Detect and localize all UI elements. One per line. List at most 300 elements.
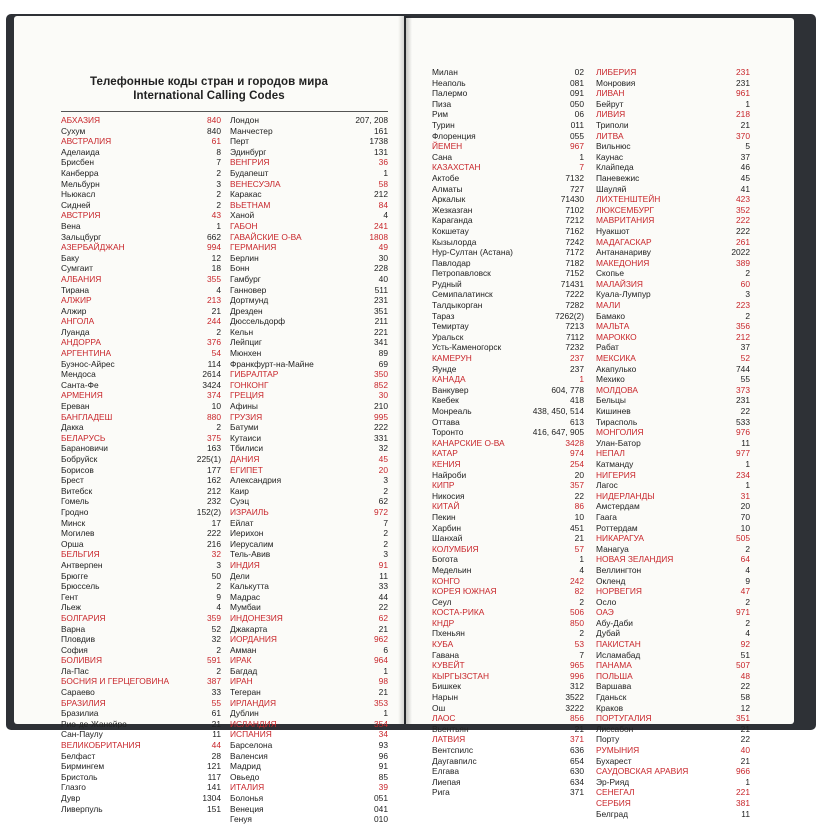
- city-name: Рудный: [432, 278, 462, 289]
- city-name: Пловдив: [61, 634, 96, 645]
- calling-code: 21: [378, 687, 388, 698]
- city-name: Барселона: [230, 740, 273, 751]
- calling-code: 962: [374, 634, 388, 645]
- country-name: КОРЕЯ ЮЖНАЯ: [432, 586, 497, 597]
- country-entry: [596, 533, 750, 544]
- calling-code: 98: [378, 676, 388, 687]
- city-name: Тель-Авив: [230, 549, 271, 560]
- calling-code: 121: [207, 761, 221, 772]
- city-entry: [61, 804, 221, 815]
- calling-code: 2: [745, 596, 750, 607]
- city-entry: [230, 210, 388, 221]
- city-entry: [432, 427, 584, 438]
- city-entry: [432, 300, 584, 311]
- calling-code: 3: [216, 178, 221, 189]
- city-entry: [432, 152, 584, 163]
- country-name: МАКЕДОНИЯ: [596, 257, 650, 268]
- calling-code: 21: [378, 623, 388, 634]
- country-entry: [596, 279, 750, 290]
- calling-code: 371: [570, 734, 584, 745]
- city-name: Будапешт: [230, 167, 269, 178]
- city-entry: [230, 592, 388, 603]
- city-entry: [230, 401, 388, 412]
- city-entry: [432, 268, 584, 279]
- code-column-4: [596, 67, 750, 819]
- country-entry: [230, 157, 388, 168]
- country-entry: [61, 242, 221, 253]
- city-name: Дели: [230, 570, 250, 581]
- country-name: КОЛУМБИЯ: [432, 543, 479, 554]
- country-entry: [596, 766, 750, 777]
- city-entry: [432, 681, 584, 692]
- country-entry: [596, 258, 750, 269]
- calling-code: 7182: [565, 257, 584, 268]
- calling-code: 972: [374, 506, 388, 517]
- country-entry: [596, 67, 750, 78]
- country-name: ИНДОНЕЗИЯ: [230, 612, 283, 623]
- city-entry: [230, 327, 388, 338]
- calling-code: 2: [579, 628, 584, 639]
- city-name: Каунас: [596, 151, 624, 162]
- calling-code: 081: [570, 77, 584, 88]
- calling-code: 4: [745, 628, 750, 639]
- country-entry: [61, 210, 221, 221]
- city-name: Брест: [61, 475, 84, 486]
- calling-code: 840: [207, 115, 221, 125]
- calling-code: 416, 647, 905: [532, 427, 584, 438]
- city-name: Ош: [432, 702, 446, 713]
- calling-code: 7162: [565, 225, 584, 236]
- calling-code: 231: [736, 67, 750, 77]
- calling-code: 237: [570, 363, 584, 374]
- calling-code: 221: [736, 787, 750, 798]
- country-name: ИЗРАИЛЬ: [230, 506, 269, 517]
- calling-code: 141: [207, 782, 221, 793]
- calling-code: 7152: [565, 268, 584, 279]
- city-entry: [596, 141, 750, 152]
- city-name: Александрия: [230, 475, 282, 486]
- city-name: Франкфурт-на-Майне: [230, 358, 314, 369]
- calling-code: 050: [570, 98, 584, 109]
- city-entry: [230, 539, 388, 550]
- calling-code: 21: [574, 723, 584, 734]
- city-name: Дублин: [230, 708, 259, 719]
- city-entry: [432, 597, 584, 608]
- city-entry: [230, 115, 388, 126]
- city-entry: [230, 624, 388, 635]
- calling-code: 357: [570, 480, 584, 491]
- city-entry: [61, 263, 221, 274]
- city-entry: [230, 496, 388, 507]
- city-entry: [61, 179, 221, 190]
- calling-code: 341: [374, 337, 388, 348]
- country-entry: [596, 491, 750, 502]
- calling-code: 3: [216, 559, 221, 570]
- calling-code: 352: [736, 204, 750, 215]
- city-entry: [61, 200, 221, 211]
- calling-code: 7213: [565, 321, 584, 332]
- country-entry: [230, 221, 388, 232]
- city-entry: [596, 565, 750, 576]
- country-entry: [230, 698, 388, 709]
- city-name: Талдыкорган: [432, 300, 483, 311]
- calling-code: 45: [378, 454, 388, 464]
- calling-code: 02: [574, 67, 584, 77]
- calling-code: 222: [207, 528, 221, 539]
- calling-code: 511: [374, 284, 388, 295]
- city-name: Рим: [432, 109, 449, 120]
- city-entry: [61, 369, 221, 380]
- city-name: Сана: [432, 151, 453, 162]
- country-entry: [596, 109, 750, 120]
- country-entry: [230, 507, 388, 518]
- calling-code: 43: [211, 210, 221, 221]
- city-name: Овьедо: [230, 771, 260, 782]
- calling-code: 232: [207, 496, 221, 507]
- calling-code: 55: [740, 374, 750, 385]
- city-name: Лейпциг: [230, 337, 262, 348]
- calling-code: 44: [378, 591, 388, 602]
- city-entry: [596, 480, 750, 491]
- country-entry: [596, 607, 750, 618]
- calling-code: 351: [736, 713, 750, 724]
- city-name: Гомель: [61, 496, 90, 507]
- country-entry: [230, 179, 388, 190]
- calling-code: 152(2): [196, 506, 221, 517]
- country-name: КИТАЙ: [432, 501, 460, 512]
- calling-code: 231: [374, 295, 388, 306]
- country-name: ИРАК: [230, 655, 252, 666]
- calling-code: 2: [745, 617, 750, 628]
- right-page: [406, 18, 794, 819]
- calling-code: 212: [736, 331, 750, 342]
- city-entry: [230, 518, 388, 529]
- calling-code: 533: [736, 416, 750, 427]
- calling-code: 7232: [565, 342, 584, 353]
- country-entry: [230, 369, 388, 380]
- city-entry: [596, 777, 750, 788]
- country-name: СЕРБИЯ: [596, 797, 631, 808]
- country-entry: [596, 554, 750, 565]
- city-entry: [432, 395, 584, 406]
- calling-code: 86: [574, 501, 584, 512]
- country-name: КАНАДА: [432, 374, 466, 385]
- country-name: БАНГЛАДЕШ: [61, 411, 113, 422]
- city-name: Тирасполь: [596, 416, 638, 427]
- country-entry: [61, 655, 221, 666]
- city-name: Дувр: [61, 793, 81, 803]
- country-name: МАДАГАСКАР: [596, 236, 652, 247]
- city-entry: [596, 289, 750, 300]
- city-entry: [596, 162, 750, 173]
- calling-code: 62: [378, 612, 388, 623]
- city-entry: [432, 184, 584, 195]
- calling-code: 840: [207, 125, 221, 136]
- calling-code: 2: [216, 189, 221, 200]
- calling-code: 055: [570, 130, 584, 141]
- city-name: Багдад: [230, 665, 258, 676]
- city-entry: [432, 470, 584, 481]
- calling-code: 374: [207, 390, 221, 401]
- calling-code: 211: [374, 316, 388, 327]
- calling-code: 261: [736, 236, 750, 247]
- city-entry: [230, 793, 388, 804]
- city-entry: [230, 645, 388, 656]
- country-entry: [432, 618, 584, 629]
- calling-code: 355: [207, 273, 221, 284]
- calling-code: 507: [736, 660, 750, 671]
- calling-code: 996: [570, 670, 584, 681]
- city-entry: [230, 422, 388, 433]
- city-name: Алжир: [61, 305, 87, 316]
- calling-code: 32: [211, 549, 221, 560]
- city-entry: [230, 602, 388, 613]
- country-entry: [61, 337, 221, 348]
- city-entry: [61, 327, 221, 338]
- city-name: Витебск: [61, 485, 93, 496]
- city-name: Вена: [61, 220, 81, 231]
- city-name: Аркалык: [432, 194, 466, 205]
- city-entry: [230, 168, 388, 179]
- city-entry: [432, 787, 584, 798]
- city-entry: [432, 332, 584, 343]
- city-entry: [596, 523, 750, 534]
- country-name: КУВЕЙТ: [432, 660, 465, 671]
- calling-code: 091: [570, 88, 584, 99]
- city-name: Аделаида: [61, 146, 100, 157]
- country-name: ЛЮКСЕМБУРГ: [596, 204, 655, 215]
- country-entry: [230, 676, 388, 687]
- calling-code: 58: [740, 692, 750, 703]
- calling-code: 11: [741, 437, 750, 448]
- country-entry: [432, 671, 584, 682]
- calling-code: 91: [378, 761, 388, 772]
- country-name: ЕГИПЕТ: [230, 464, 263, 475]
- city-name: Дрезден: [230, 305, 263, 316]
- country-entry: [596, 237, 750, 248]
- country-name: СЕНЕГАЛ: [596, 787, 635, 798]
- calling-code: 1: [745, 776, 750, 787]
- city-name: София: [61, 644, 88, 655]
- city-name: Бристоль: [61, 771, 98, 782]
- city-name: Луанда: [61, 326, 90, 337]
- city-entry: [230, 274, 388, 285]
- city-entry: [61, 729, 221, 740]
- country-name: ЛИВИЯ: [596, 109, 626, 120]
- city-entry: [596, 406, 750, 417]
- country-entry: [596, 470, 750, 481]
- city-name: Дюссельдорф: [230, 316, 286, 327]
- city-entry: [61, 687, 221, 698]
- city-name: Клайпеда: [596, 162, 634, 173]
- calling-code: 7282: [565, 300, 584, 311]
- country-name: АЛБАНИЯ: [61, 273, 102, 284]
- country-name: АРГЕНТИНА: [61, 348, 112, 359]
- country-entry: [432, 374, 584, 385]
- city-entry: [596, 268, 750, 279]
- city-name: Вьентьян: [432, 723, 469, 734]
- city-name: Брисбен: [61, 157, 95, 168]
- city-name: Калькутта: [230, 581, 269, 592]
- calling-code: 62: [378, 496, 388, 507]
- calling-code: 967: [570, 141, 584, 152]
- city-entry: [230, 359, 388, 370]
- calling-code: 356: [736, 321, 750, 332]
- calling-code: 221: [374, 326, 388, 337]
- calling-code: 630: [570, 766, 584, 777]
- country-name: АРМЕНИЯ: [61, 390, 103, 401]
- calling-code: 850: [570, 617, 584, 628]
- city-name: Бонн: [230, 263, 250, 274]
- city-entry: [432, 554, 584, 565]
- country-name: ИОРДАНИЯ: [230, 634, 277, 645]
- country-entry: [230, 465, 388, 476]
- calling-code: 58: [378, 178, 388, 189]
- city-entry: [432, 194, 584, 205]
- calling-code: 36: [378, 157, 388, 168]
- calling-code: 359: [207, 612, 221, 623]
- country-entry: [61, 316, 221, 327]
- calling-code: 3428: [565, 437, 584, 448]
- country-name: ЙЕМЕН: [432, 141, 463, 152]
- country-entry: [61, 390, 221, 401]
- country-entry: [230, 634, 388, 645]
- city-name: Осло: [596, 596, 617, 607]
- country-entry: [596, 660, 750, 671]
- calling-code: 1: [383, 708, 388, 719]
- city-entry: [61, 708, 221, 719]
- city-name: Монреаль: [432, 406, 472, 416]
- city-entry: [596, 756, 750, 767]
- city-entry: [432, 692, 584, 703]
- city-entry: [596, 628, 750, 639]
- country-entry: [596, 215, 750, 226]
- city-name: Кызылорда: [432, 236, 477, 247]
- city-name: Буэнос-Айрес: [61, 358, 115, 369]
- country-name: ГИБРАЛТАР: [230, 369, 279, 380]
- city-name: Дакка: [61, 422, 84, 433]
- calling-code: 977: [736, 448, 750, 459]
- country-name: ПАНАМА: [596, 660, 632, 671]
- city-entry: [61, 285, 221, 296]
- calling-code: 10: [574, 511, 584, 522]
- calling-code: 22: [740, 681, 750, 692]
- calling-code: 234: [736, 469, 750, 480]
- calling-code: 213: [207, 295, 221, 306]
- city-entry: [432, 406, 584, 417]
- city-name: Каракас: [230, 189, 262, 200]
- city-entry: [61, 454, 221, 465]
- country-name: КНДР: [432, 617, 455, 628]
- city-entry: [596, 692, 750, 703]
- country-name: ИНДИЯ: [230, 559, 260, 570]
- country-entry: [596, 194, 750, 205]
- calling-code: 505: [736, 533, 750, 544]
- country-name: ЛАОС: [432, 713, 456, 724]
- calling-code: 32: [378, 443, 388, 454]
- city-name: Могилев: [61, 528, 95, 539]
- calling-code: 011: [570, 119, 584, 130]
- country-entry: [230, 655, 388, 666]
- calling-code: 051: [374, 793, 388, 803]
- country-entry: [432, 713, 584, 724]
- city-name: Ньюкасл: [61, 189, 96, 200]
- calling-code: 22: [574, 490, 584, 501]
- calling-code: 370: [736, 130, 750, 141]
- city-name: Вентспилс: [432, 745, 474, 755]
- city-entry: [432, 766, 584, 777]
- city-entry: [61, 380, 221, 391]
- calling-code: 70: [740, 511, 750, 522]
- calling-code: 3424: [202, 379, 221, 390]
- city-entry: [432, 385, 584, 396]
- city-name: Ганновер: [230, 284, 267, 295]
- city-name: Окленд: [596, 575, 626, 586]
- calling-code: 613: [570, 416, 584, 427]
- city-name: Кишинев: [596, 406, 631, 416]
- country-name: АБХАЗИЯ: [61, 115, 101, 125]
- country-name: ГРЕЦИЯ: [230, 390, 264, 401]
- calling-code: 4: [216, 602, 221, 613]
- calling-code: 40: [740, 745, 750, 755]
- country-name: ГАБОН: [230, 220, 258, 231]
- city-entry: [432, 289, 584, 300]
- calling-code: 634: [570, 776, 584, 787]
- city-entry: [432, 311, 584, 322]
- city-entry: [230, 126, 388, 137]
- country-entry: [432, 448, 584, 459]
- country-name: КОСТА-РИКА: [432, 607, 485, 618]
- city-name: Найроби: [432, 469, 467, 480]
- calling-code: 974: [570, 448, 584, 459]
- calling-code: 52: [740, 353, 750, 364]
- city-name: Шанхай: [432, 533, 463, 544]
- city-entry: [432, 173, 584, 184]
- country-entry: [432, 544, 584, 555]
- city-entry: [432, 703, 584, 714]
- city-entry: [61, 157, 221, 168]
- calling-code: 28: [211, 750, 221, 761]
- city-name: Турин: [432, 119, 455, 130]
- calling-code: 852: [374, 379, 388, 390]
- city-name: Катманду: [596, 458, 634, 469]
- city-entry: [230, 136, 388, 147]
- calling-code: 506: [570, 607, 584, 618]
- country-entry: [596, 448, 750, 459]
- calling-code: 163: [207, 443, 221, 454]
- calling-code: 2: [383, 485, 388, 496]
- country-entry: [432, 576, 584, 587]
- country-name: БОЛГАРИЯ: [61, 612, 106, 623]
- calling-code: 353: [374, 697, 388, 708]
- city-entry: [230, 189, 388, 200]
- calling-code: 7222: [565, 289, 584, 300]
- calling-code: 61: [211, 136, 221, 147]
- calling-code: 33: [378, 581, 388, 592]
- calling-code: 45: [740, 172, 750, 183]
- city-entry: [432, 321, 584, 332]
- city-entry: [61, 624, 221, 635]
- city-name: Перт: [230, 136, 249, 147]
- city-entry: [61, 528, 221, 539]
- city-entry: [61, 401, 221, 412]
- calling-code: 4: [579, 564, 584, 575]
- city-name: Квебек: [432, 395, 459, 406]
- city-name: Куала-Лумпур: [596, 289, 651, 300]
- city-name: Иерихон: [230, 528, 264, 539]
- country-name: АНГОЛА: [61, 316, 95, 327]
- country-entry: [596, 131, 750, 142]
